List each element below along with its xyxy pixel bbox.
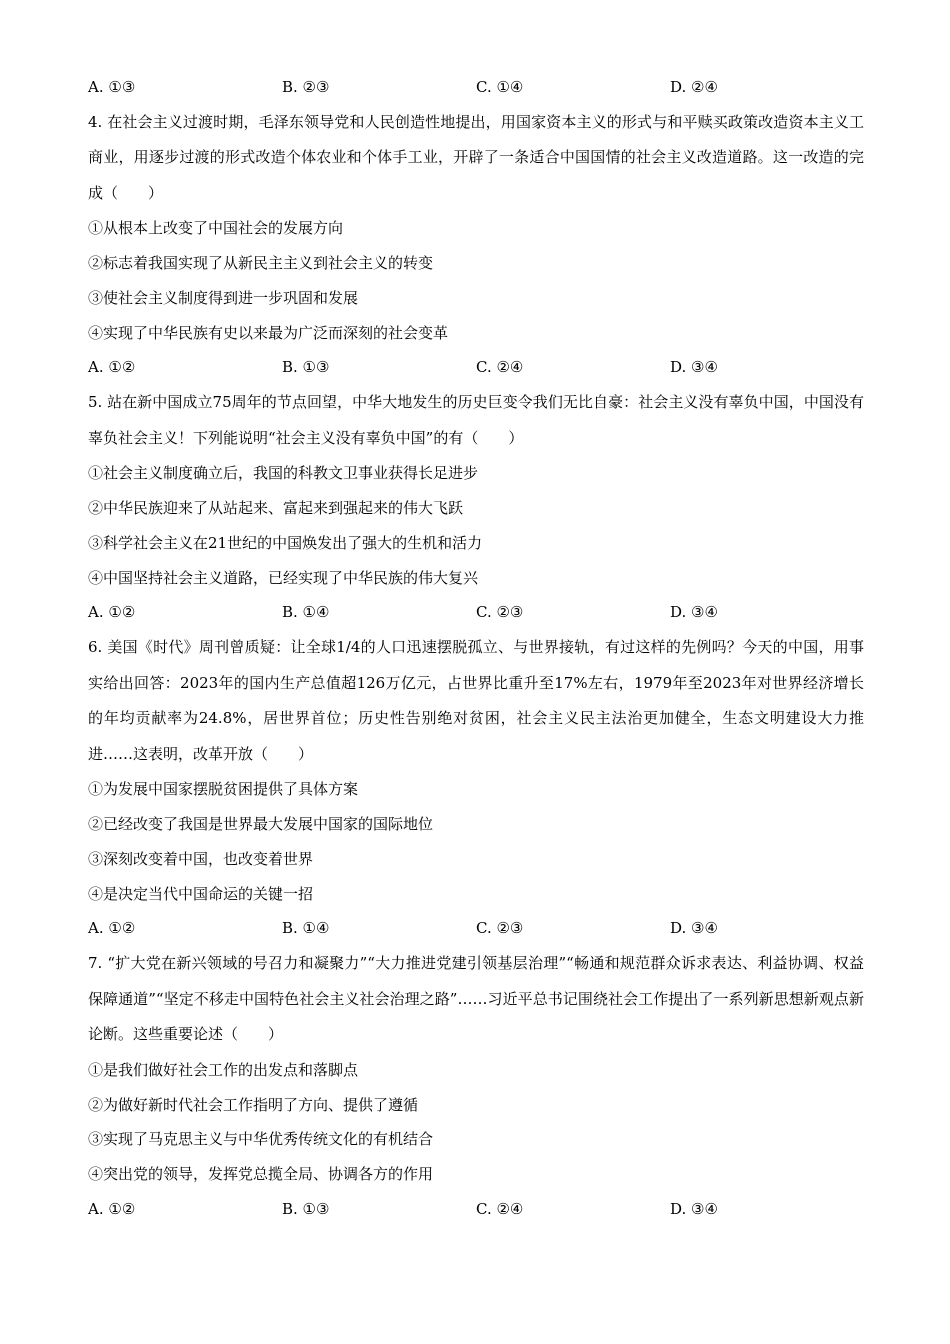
answer-choices: [88, 1192, 868, 1227]
option-4: ④实现了中华民族有史以来最为广泛而深刻的社会变革: [88, 323, 449, 342]
option-2: ②中华民族迎来了从站起来、富起来到强起来的伟大飞跃: [88, 499, 464, 518]
option-4: ④突出党的领导，发挥党总揽全局、协调各方的作用: [88, 1165, 434, 1184]
choice-b: B. ①④: [282, 603, 330, 622]
choice-d: D. ③④: [670, 603, 718, 622]
answer-choices: [88, 911, 868, 946]
choice-c: C. ②④: [476, 1199, 524, 1218]
choice-a: A. ①③: [88, 78, 136, 96]
choice-b: B. ②③: [282, 78, 330, 96]
question-stem: 5. 站在新中国成立75周年的节点回望，中华大地发生的历史巨变令我们无比自豪：社会主义没有辜负中国，中国没有辜负社会主义！下列能说明“社会主义没有辜负中国”的有（ ）: [88, 393, 864, 447]
choice-a: A. ①②: [88, 919, 136, 938]
question-5: [88, 385, 868, 630]
option-4: ④中国坚持社会主义道路，已经实现了中华民族的伟大复兴: [88, 568, 479, 587]
question-7: [88, 946, 868, 1226]
option-3: ③深刻改变着中国，也改变着世界: [88, 849, 314, 868]
option-2: ②已经改变了我国是世界最大发展中国家的国际地位: [88, 815, 434, 834]
choice-d: D. ③④: [670, 358, 718, 377]
choice-c: C. ②③: [476, 603, 524, 622]
option-3: ③使社会主义制度得到进一步巩固和发展: [88, 288, 359, 307]
question-6: [88, 630, 868, 946]
option-1: ①社会主义制度确立后，我国的科教文卫事业获得长足进步: [88, 464, 479, 483]
choice-d: D. ③④: [670, 1199, 718, 1218]
choice-d: D. ②④: [670, 78, 718, 96]
question-stem: 4. 在社会主义过渡时期，毛泽东领导党和人民创造性地提出，用国家资本主义的形式与和平赎买政策改造资本主义工商业，用逐步过渡的形式改造个体农业和个体手工业，开辟了一条适合中国国情的社会主义改造道路。这一改造的完成（ ）: [88, 112, 864, 202]
answer-choices: [88, 350, 868, 385]
option-1: ①为发展中国家摆脱贫困提供了具体方案: [88, 780, 359, 799]
option-2: ②为做好新时代社会工作指明了方向、提供了遵循: [88, 1095, 419, 1114]
choice-d: D. ③④: [670, 919, 718, 938]
option-1: ①从根本上改变了中国社会的发展方向: [88, 219, 344, 238]
answer-choices: [88, 595, 868, 630]
question-stem: 7. “扩大党在新兴领域的号召力和凝聚力”“大力推进党建引领基层治理”“畅通和规范群众诉求表达、利益协调、权益保障通道”“坚定不移走中国特色社会主义社会治理之路”……习近平总书记围绕社会工作提出了一系列新思想新观点新论断。这些重要论述（ ）: [88, 954, 864, 1044]
choice-b: B. ①③: [282, 358, 330, 377]
option-4: ④是决定当代中国命运的关键一招: [88, 884, 314, 903]
choice-c: C. ②③: [476, 919, 524, 938]
option-3: ③实现了马克思主义与中华优秀传统文化的有机结合: [88, 1130, 434, 1149]
choice-c: C. ①④: [476, 78, 524, 96]
choice-a: A. ①②: [88, 603, 136, 622]
choice-b: B. ①④: [282, 919, 330, 938]
choice-b: B. ①③: [282, 1199, 330, 1218]
question-stem: 6. 美国《时代》周刊曾质疑：让全球1/4的人口迅速摆脱孤立、与世界接轨，有过这样的先例吗？今天的中国，用事实给出回答：2023年的国内生产总值超126万亿元，占世界比重升至17%左右，1979年至2023年对世界经济增长的年均贡献率为24.8%，居世界首位；历史性告别绝对贫困，社会主义民主法治更加健全，生态文明建设大力推进……这表明，改革开放（ ）: [88, 638, 864, 763]
option-1: ①是我们做好社会工作的出发点和落脚点: [88, 1060, 359, 1079]
choice-a: A. ①②: [88, 358, 136, 377]
option-3: ③科学社会主义在21世纪的中国焕发出了强大的生机和活力: [88, 533, 483, 552]
option-2: ②标志着我国实现了从新民主主义到社会主义的转变: [88, 254, 434, 273]
choice-c: C. ②④: [476, 358, 524, 377]
question-4: [88, 105, 868, 385]
choice-a: A. ①②: [88, 1199, 136, 1218]
exam-page: [88, 70, 868, 1227]
answer-choices: [88, 70, 868, 105]
